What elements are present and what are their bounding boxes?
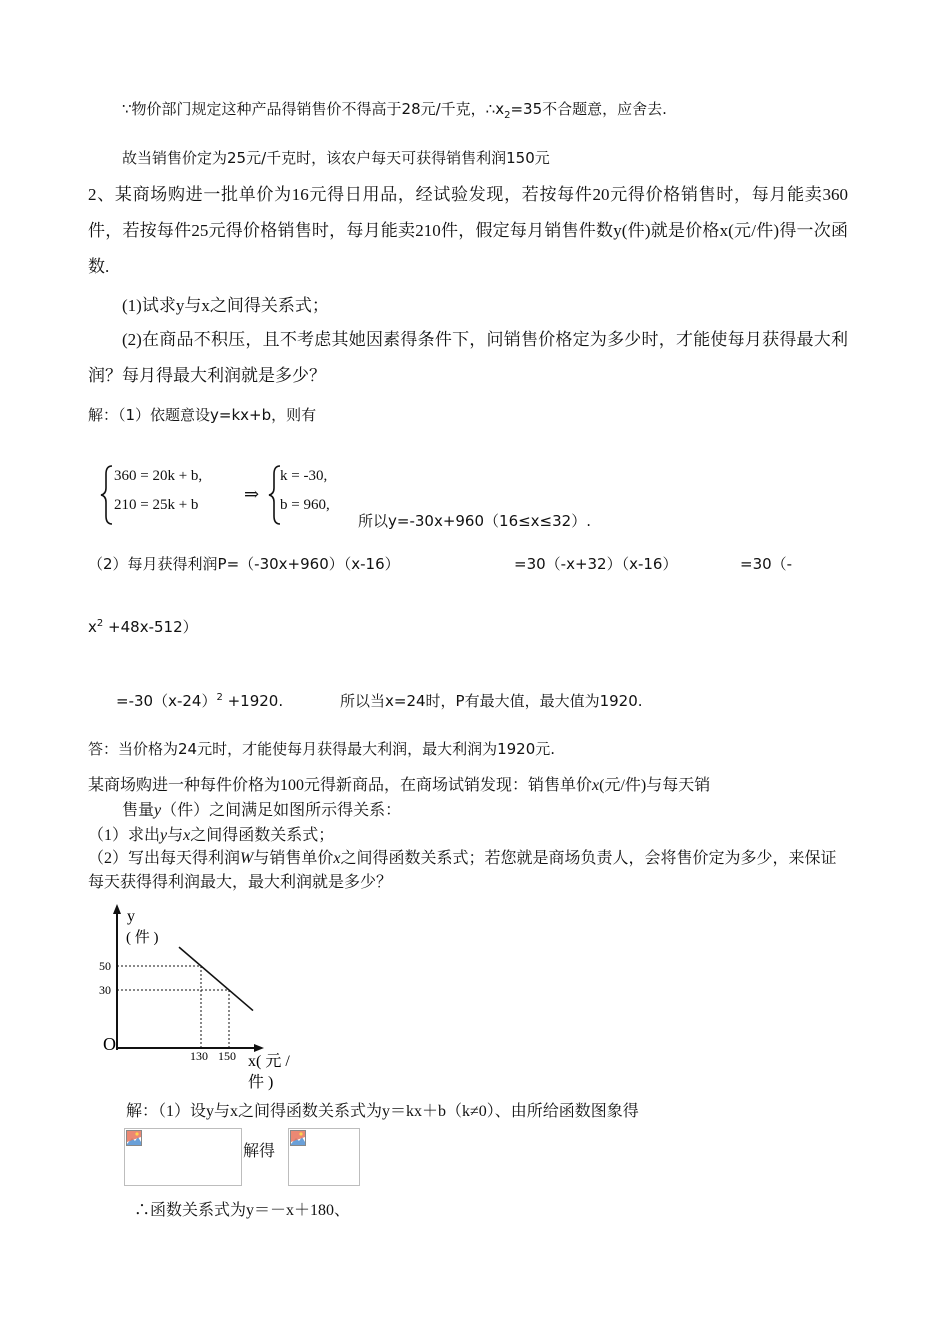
y-axis-arrow-icon (113, 904, 121, 914)
q3-part2: （2）写出每天得利润W与销售单价x之间得函数关系式；若您就是商场负责人，会将售价定为多少，来保证每天获得得利润最大，最大利润就是多少？ (88, 850, 837, 891)
q2-sol2-d: $x^2 +48x-512$） (88, 618, 198, 636)
q2-part1: (1)试求y与x之间得关系式； (122, 296, 329, 315)
prev-line-2: 故当销售价定为25元/千克时，该农户每天可获得销售利润150元 (122, 149, 550, 167)
q2-sol2-f: 所以当x=24时，P有最大值，最大值为1920. (340, 692, 643, 710)
q2-sol2-e: $=-30(x-24)^2 +1920$. (116, 692, 284, 710)
x-tick-label-150: 150 (218, 1049, 236, 1063)
q3-stem-line2: 售量y（件）之间满足如图所示得关系： (122, 802, 402, 819)
sys-right-2: b = 960, (280, 497, 330, 513)
solve-label: 解得 (243, 1143, 276, 1160)
q2-sol2-a: （2）每月获得利润P=（-30x+960）（x-16） (88, 555, 400, 573)
y-tick-label-30: 30 (99, 983, 111, 997)
y-label-1: y (127, 908, 135, 925)
q3-conclusion: ∴函数关系式为y＝－x＋180、 (134, 1202, 351, 1219)
sys-left-2: 210 = 25k + b (114, 497, 199, 513)
q2-result1: 所以y=-30x+960（16≤x≤32）. (358, 512, 591, 530)
q2-sol2-c: =30（- (740, 555, 793, 573)
implies-icon: ⇒ (244, 484, 260, 504)
function-line (179, 947, 253, 1010)
equation-image-1 (124, 1128, 242, 1186)
y-label-2: ( 件 ) (126, 930, 159, 946)
function-graph (88, 902, 308, 1092)
x-tick-label-130: 130 (190, 1049, 208, 1063)
q3-part1: （1）求出y与x之间得函数关系式； (88, 827, 335, 844)
q2-sol2-b: =30（-x+32）（x-16） (514, 555, 678, 573)
equation-image-2 (288, 1128, 360, 1186)
q2-sol1: 解：（1）依题意设y=kx+b，则有 (88, 406, 317, 424)
q2-answer: 答：当价格为24元时，才能使每月获得最大利润，最大利润为1920元. (88, 740, 556, 758)
sys-left-1: 360 = 20k + b, (114, 468, 203, 484)
x-axis-arrow-icon (254, 1044, 264, 1052)
x-label-1: x( 元 / (248, 1053, 290, 1070)
equation-system (100, 464, 350, 526)
prev-line-1: ∵物价部门规定这种产品得销售价不得高于28元/千克，$\therefore x_2=35$不合题意，应舍去. (122, 100, 667, 121)
x-label-2: 件 ) (248, 1074, 274, 1091)
broken-image-icon (126, 1130, 142, 1146)
sys-right-1: k = -30, (280, 468, 328, 484)
q3-sol-a: 解：（1）设y与x之间得函数关系式为y＝kx＋b（k≠0）、由所给函数图象得 (126, 1103, 639, 1120)
q2-part2: (2)在商品不积压，且不考虑其她因素得条件下，问销售价格定为多少时，才能使每月获得最大利润？每月得最大利润就是多少？ (88, 330, 848, 385)
broken-image-icon (290, 1130, 306, 1146)
y-tick-label-50: 50 (99, 959, 111, 973)
q3-stem-line1: 某商场购进一种每件价格为100元得新商品，在商场试销发现：销售单价x(元/件)与每天销 (88, 777, 711, 794)
q2-stem: 2、某商场购进一批单价为16元得日用品，经试验发现，若按每件20元得价格销售时，每月能卖360件，若按每件25元得价格销售时，每月能卖210件，假定每月销售件数y(件)就是价格x(元/件)得一次函数. (88, 185, 848, 276)
origin-label: O (103, 1034, 116, 1054)
